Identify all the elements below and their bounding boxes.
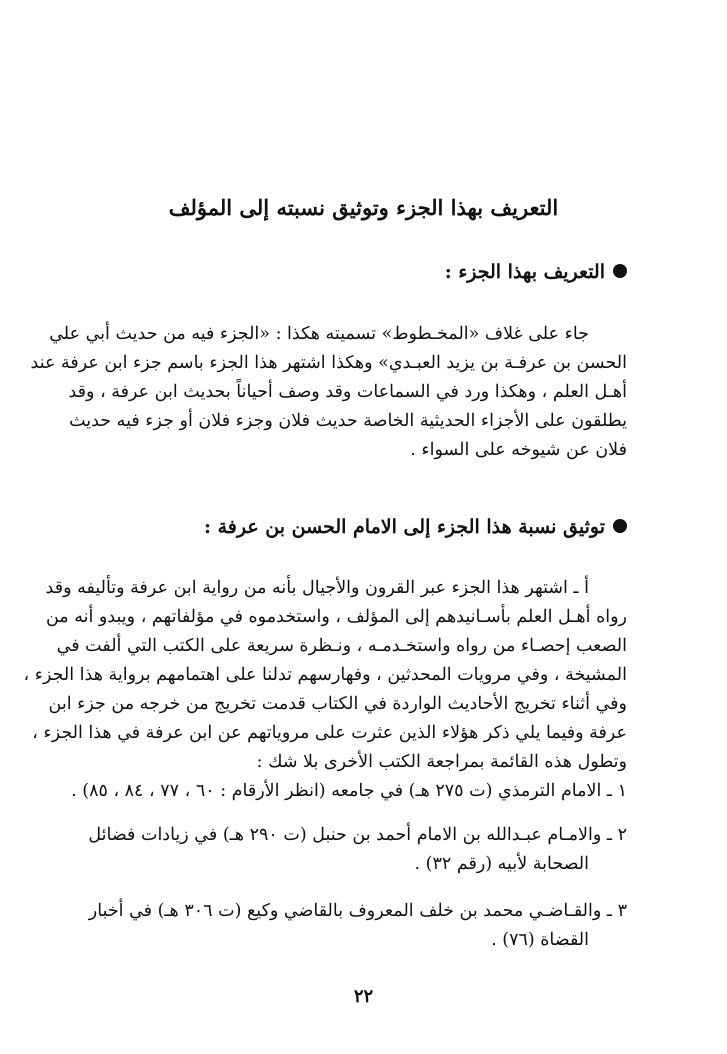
- text-line: الحسن بن عرفـة بن يزيد العبـدي» وهكذا اشتهر هذا الجزء باسم جزء ابن عرفة عند: [30, 353, 627, 373]
- list-item: [88, 897, 627, 955]
- page-title: التعريف بهذا الجزء وتوثيق نسبته إلى المؤلف: [168, 195, 559, 220]
- text-line: رواه أهـل العلم بأسـانيدهم إلى المؤلف ، واستخدموه في مؤلفاتهم ، ويبدو أنه من: [45, 607, 627, 627]
- bullet-icon: [613, 519, 627, 533]
- text-line: القضاة (٧٦) .: [491, 930, 589, 950]
- text-line: جاء على غلاف «المخـطوط» تسميته هكذا : «الجزء فيه من حديث أبي علي: [49, 324, 589, 344]
- text-line: ٢ ـ والامـام عبـدالله بن الامام أحمد بن حنبل (ت ٢٩٠ هـ) في زيادات فضائل: [88, 825, 627, 845]
- section-heading-text: توثيق نسبة هذا الجزء إلى الامام الحسن بن عرفة :: [203, 516, 605, 538]
- text-line: ٣ ـ والقـاضـي محمد بن خلف المعروف بالقاضي وكيع (ت ٣٠٦ هـ) في أخبار: [88, 901, 627, 921]
- section-heading-introduction: [87, 257, 627, 287]
- page-number: ٢٢: [353, 986, 374, 1007]
- section-heading-attribution: [87, 512, 627, 542]
- text-line: المشيخة ، وفي مرويات المحدثين ، وفهارسهم تدلنا على اهتمامهم برواية هذا الجزء ،: [23, 665, 627, 685]
- bullet-icon: [613, 264, 627, 278]
- text-line: ١ ـ الامام الترمذي (ت ٢٧٥ هـ) في جامعه (انظر الأرقام : ٦٠ ، ٧٧ ، ٨٤ ، ٨٥) .: [71, 781, 627, 801]
- section-heading-text: التعريف بهذا الجزء :: [444, 261, 605, 283]
- text-line: وتطول هذه القائمة بمراجعة الكتب الأخرى بلا شك :: [256, 752, 627, 772]
- list-item: [88, 821, 627, 879]
- text-line: فلان عن شيوخه على السواء .: [410, 440, 627, 460]
- text-line: وفي أثناء تخريج الأحاديث الواردة في الكتاب قدمت تخريج من خرجه من جزء ابن: [48, 694, 627, 714]
- text-line: الصحابة لأبيه (رقم ٣٢) .: [414, 854, 589, 874]
- text-line: عرفة وفيما يلي ذكر هؤلاء الذين عثرت على مروياتهم عن ابن عرفة في هذا الجزء ،: [32, 723, 627, 743]
- text-line: أهـل العلم ، وهكذا ورد في السماعات وقد وصف أحياناً بحديث ابن عرفة ، وقد: [68, 382, 627, 402]
- text-line: أ ـ اشتهر هذا الجزء عبر القرون والأجيال بأنه من رواية ابن عرفة وتأليفه وقد: [45, 578, 589, 598]
- list-item: [71, 777, 627, 806]
- paragraph-introduction: [30, 320, 627, 465]
- text-line: يطلقون على الأجزاء الحديثية الخاصة حديث فلان وجزء فلان أو جزء فيه حديث: [69, 411, 627, 431]
- paragraph-attribution: [23, 574, 627, 777]
- text-line: الصعب إحصـاء من رواه واستخـدمـه ، ونـظرة سريعة على الكتب التي ألفت في: [56, 636, 627, 656]
